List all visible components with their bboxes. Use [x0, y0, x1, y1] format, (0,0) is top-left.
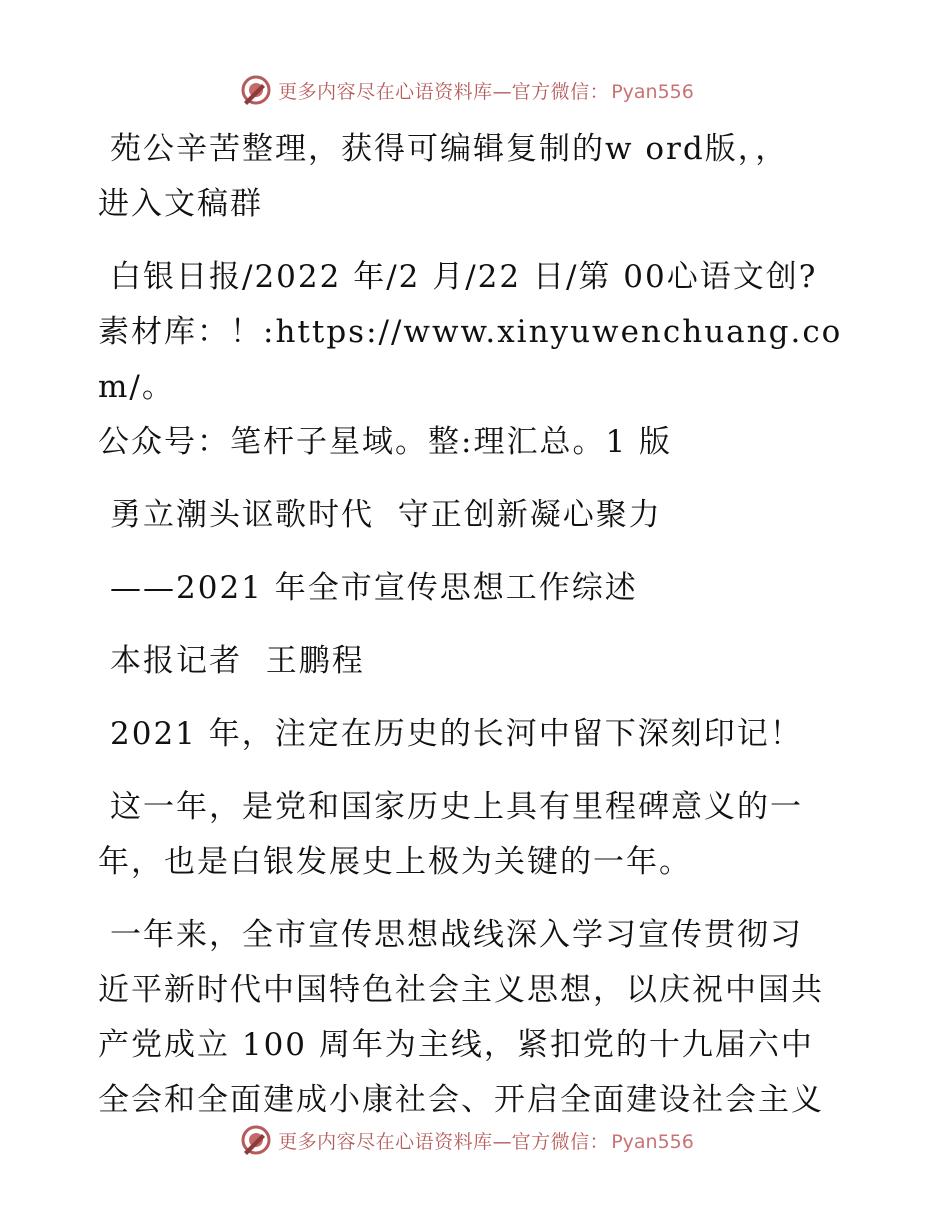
paragraph [98, 780, 858, 890]
watermark-wechat-label: 官方微信： [511, 1130, 610, 1153]
watermark-handle: Pyan556 [611, 80, 694, 103]
paragraph-line: 勇立潮头讴歌时代 守正创新凝心聚力 [110, 497, 662, 533]
watermark-wechat-label: 官方微信： [511, 80, 610, 103]
paragraph-line: 全会和全面建成小康社会、开启全面建设社会主义 [98, 1082, 824, 1118]
paragraph-line: 一年来，全市宣传思想战线深入学习宣传贯彻习 [110, 917, 803, 953]
pen-logo-icon [240, 74, 272, 106]
paragraph-line: 素材库：！:https://www.xinyuwenchuang.com/。 [98, 314, 843, 405]
watermark-dash: — [492, 80, 512, 103]
paragraph-line: 年，也是白银发展史上极为关键的一年。 [98, 844, 692, 880]
paragraph-line: 进入文稿群 [98, 186, 263, 222]
footer-watermark [0, 1120, 950, 1160]
paragraph-line: 近平新时代中国特色社会主义思想，以庆祝中国共 [98, 972, 824, 1008]
paragraph [98, 561, 858, 616]
paragraph-line: 公众号：笔杆子星域。整:理汇总。1 版 [98, 424, 673, 460]
paragraph [98, 634, 858, 689]
pen-logo-icon [240, 1124, 272, 1156]
watermark-text: 更多内容尽在心语资料库 [278, 80, 493, 103]
paragraph [98, 122, 858, 232]
paragraph-line: 这一年，是党和国家历史上具有里程碑意义的一 [110, 789, 803, 825]
paragraph [98, 250, 858, 470]
paragraph-line: 苑公辛苦整理，获得可编辑复制的w ord版，， [110, 131, 789, 167]
watermark-text: 更多内容尽在心语资料库 [278, 1130, 493, 1153]
paragraph-line: 产党成立 100 周年为主线，紧扣党的十九届六中 [98, 1027, 814, 1063]
paragraph-line: 本报记者 王鹏程 [110, 643, 365, 679]
paragraph [98, 707, 858, 762]
watermark-handle: Pyan556 [611, 1130, 694, 1153]
paragraph [98, 908, 858, 1128]
document-body [98, 122, 858, 1146]
paragraph [98, 488, 858, 543]
watermark-dash: — [492, 1130, 512, 1153]
paragraph-line: 白银日报/2022 年/2 月/22 日/第 00心语文创? [110, 259, 818, 295]
header-watermark [0, 70, 950, 110]
paragraph-line: 2021 年，注定在历史的长河中留下深刻印记！ [110, 716, 803, 752]
paragraph-line: ——2021 年全市宣传思想工作综述 [110, 570, 638, 606]
